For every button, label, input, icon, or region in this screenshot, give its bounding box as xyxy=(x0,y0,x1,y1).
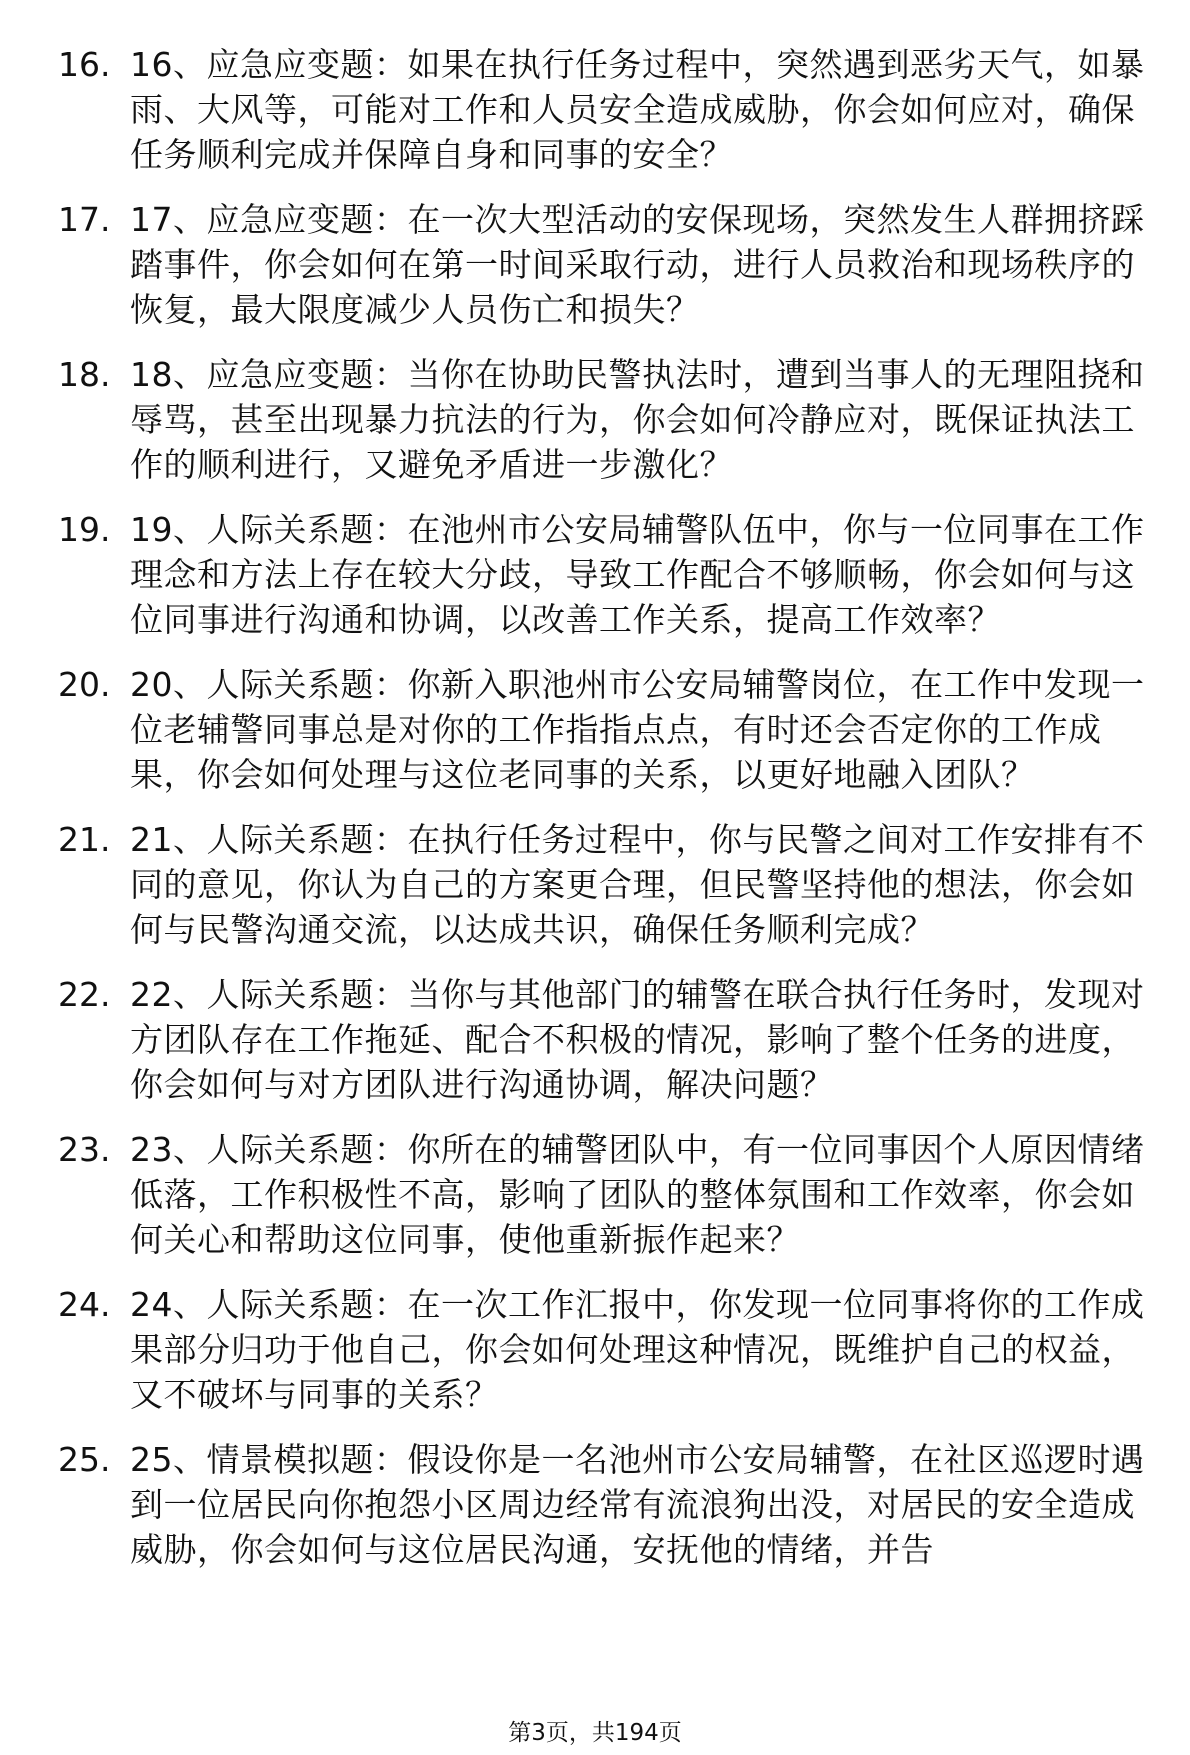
page-footer: 第3页，共194页 xyxy=(508,1720,682,1746)
question-item xyxy=(58,817,1158,952)
question-item xyxy=(58,42,1158,177)
question-item xyxy=(58,1282,1158,1417)
question-text: 16、应急应变题：如果在执行任务过程中，突然遇到恶劣天气，如暴雨、大风等，可能对工作和人员安全造成威胁，你会如何应对，确保任务顺利完成并保障自身和同事的安全？ xyxy=(130,45,1145,174)
question-item xyxy=(58,197,1158,332)
question-number: 18. xyxy=(58,355,111,394)
question-number: 17. xyxy=(58,200,111,239)
question-item xyxy=(58,507,1158,642)
question-number: 24. xyxy=(58,1285,111,1324)
question-number: 23. xyxy=(58,1130,111,1169)
question-number: 25. xyxy=(58,1440,111,1479)
question-list xyxy=(58,42,1158,1592)
question-text: 23、人际关系题：你所在的辅警团队中，有一位同事因个人原因情绪低落，工作积极性不高，影响了团队的整体氛围和工作效率，你会如何关心和帮助这位同事，使他重新振作起来？ xyxy=(130,1130,1145,1259)
question-item xyxy=(58,1437,1158,1572)
question-item xyxy=(58,1127,1158,1262)
question-number: 21. xyxy=(58,820,111,859)
question-number: 20. xyxy=(58,665,111,704)
question-text: 22、人际关系题：当你与其他部门的辅警在联合执行任务时，发现对方团队存在工作拖延、配合不积极的情况，影响了整个任务的进度，你会如何与对方团队进行沟通协调，解决问题？ xyxy=(130,975,1145,1104)
question-text: 20、人际关系题：你新入职池州市公安局辅警岗位，在工作中发现一位老辅警同事总是对你的工作指指点点，有时还会否定你的工作成果，你会如何处理与这位老同事的关系，以更好地融入团队？ xyxy=(130,665,1145,794)
question-text: 21、人际关系题：在执行任务过程中，你与民警之间对工作安排有不同的意见，你认为自己的方案更合理，但民警坚持他的想法，你会如何与民警沟通交流，以达成共识，确保任务顺利完成？ xyxy=(130,820,1145,949)
question-text: 18、应急应变题：当你在协助民警执法时，遭到当事人的无理阻挠和辱骂，甚至出现暴力抗法的行为，你会如何冷静应对，既保证执法工作的顺利进行，又避免矛盾进一步激化？ xyxy=(130,355,1145,484)
question-text: 25、情景模拟题：假设你是一名池州市公安局辅警，在社区巡逻时遇到一位居民向你抱怨小区周边经常有流浪狗出没，对居民的安全造成威胁，你会如何与这位居民沟通，安抚他的情绪，并告 xyxy=(130,1440,1145,1569)
question-number: 22. xyxy=(58,975,111,1014)
question-item xyxy=(58,352,1158,487)
question-text: 17、应急应变题：在一次大型活动的安保现场，突然发生人群拥挤踩踏事件，你会如何在第一时间采取行动，进行人员救治和现场秩序的恢复，最大限度减少人员伤亡和损失？ xyxy=(130,200,1145,329)
question-item xyxy=(58,662,1158,797)
question-number: 19. xyxy=(58,510,111,549)
question-item xyxy=(58,972,1158,1107)
question-text: 19、人际关系题：在池州市公安局辅警队伍中，你与一位同事在工作理念和方法上存在较大分歧，导致工作配合不够顺畅，你会如何与这位同事进行沟通和协调，以改善工作关系，提高工作效率？ xyxy=(130,510,1145,639)
question-number: 16. xyxy=(58,45,111,84)
question-text: 24、人际关系题：在一次工作汇报中，你发现一位同事将你的工作成果部分归功于他自己，你会如何处理这种情况，既维护自己的权益，又不破坏与同事的关系？ xyxy=(130,1285,1145,1414)
